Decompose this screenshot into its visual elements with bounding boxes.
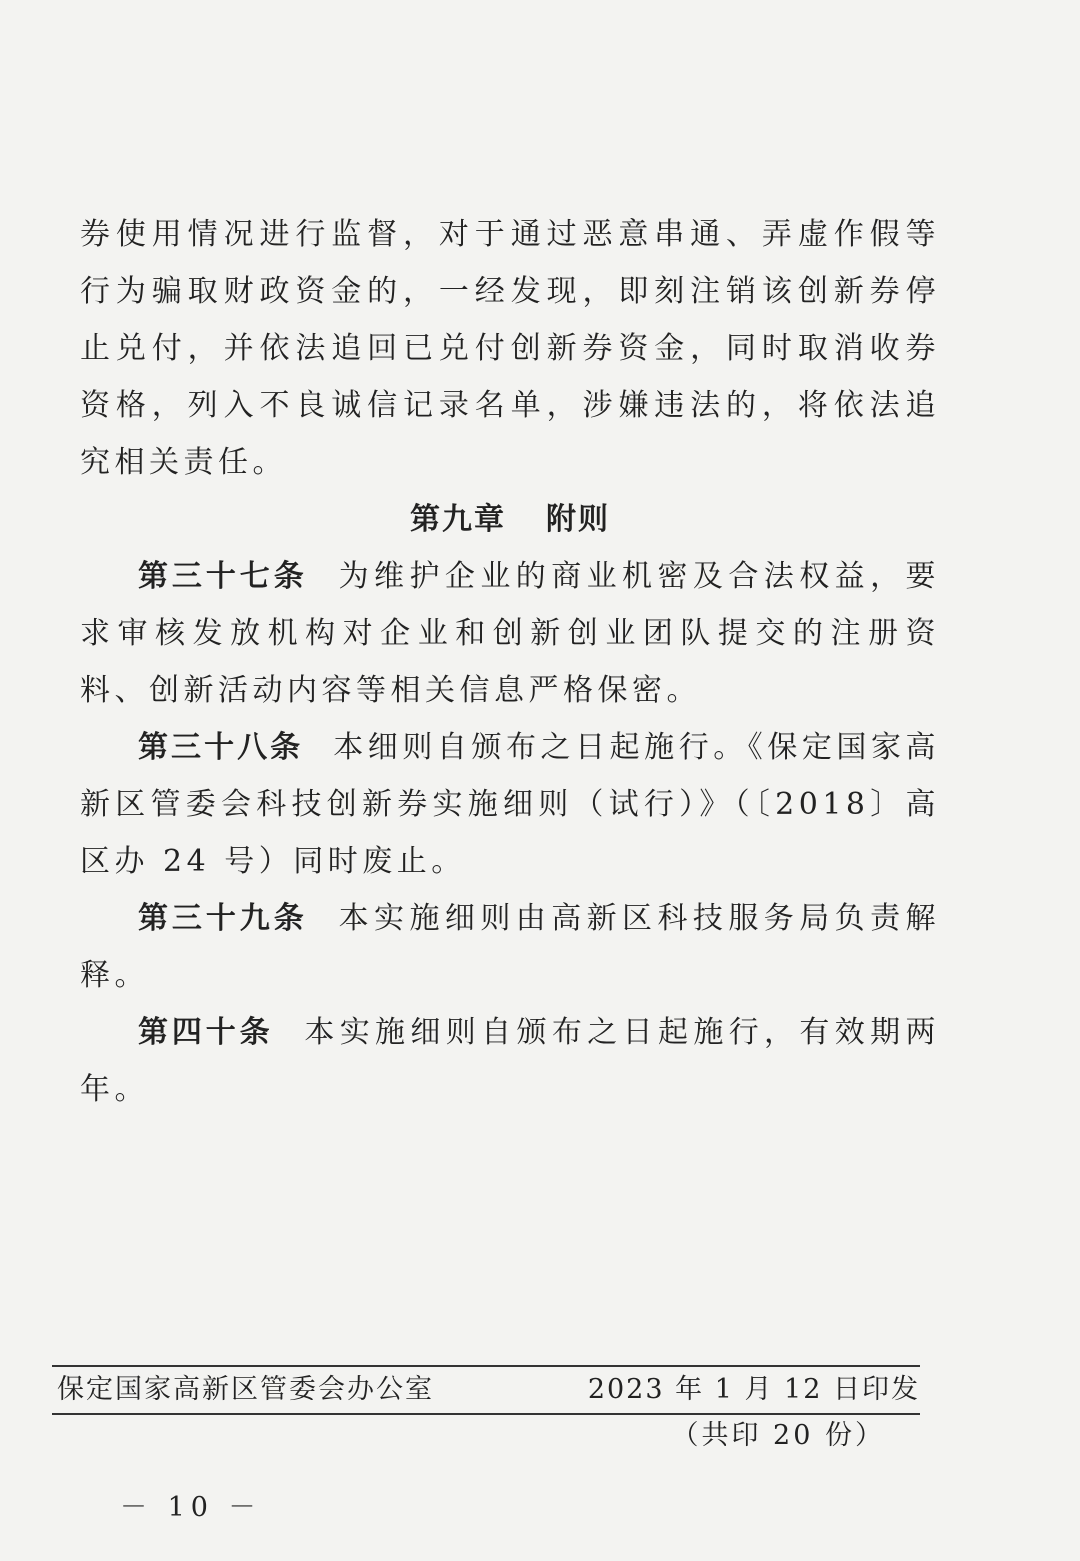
- article-38: [80, 719, 940, 890]
- page-number: － 10 －: [120, 1492, 262, 1523]
- footer-rule-bottom: [52, 1413, 920, 1415]
- document-body: [80, 206, 940, 1118]
- article-label: 第三十九条: [138, 901, 308, 936]
- chapter-title: 附则: [546, 502, 610, 537]
- article-39: [80, 890, 940, 1004]
- article-text: 为维护企业的商业机密及合法权益，要求审核发放机构对企业和创新创业团队提交的注册资料、创新活动内容等相关信息严格保密。: [80, 559, 941, 708]
- article-text: 本实施细则自颁布之日起施行，有效期两年。: [80, 1015, 941, 1107]
- article-label: 第四十条: [138, 1015, 274, 1050]
- article-text: 本细则自颁布之日起施行。《保定国家高新区管委会科技创新券实施细则（试行）》（〔2018〕高区办 24 号）同时废止。: [80, 730, 941, 879]
- article-40: [80, 1004, 940, 1118]
- article-label: 第三十八条: [138, 730, 304, 765]
- issuer-name: 保定国家高新区管委会办公室: [57, 1374, 434, 1405]
- chapter-number: 第九章: [410, 502, 506, 537]
- article-label: 第三十七条: [138, 559, 308, 594]
- article-37: [80, 548, 940, 719]
- print-date: 2023 年 1 月 12 日印发: [587, 1374, 920, 1405]
- chapter-heading: [80, 491, 940, 548]
- copies-count: （共印 20 份）: [671, 1420, 885, 1451]
- continuation-paragraph: 券使用情况进行监督，对于通过恶意串通、弄虚作假等行为骗取财政资金的，一经发现，即刻注销该创新券停止兑付，并依法追回已兑付创新券资金，同时取消收券资格，列入不良诚信记录名单，涉嫌违法的，将依法追究相关责任。: [80, 217, 940, 480]
- article-text: 本实施细则由高新区科技服务局负责解释。: [80, 901, 941, 993]
- footer-rule-top: [52, 1365, 920, 1367]
